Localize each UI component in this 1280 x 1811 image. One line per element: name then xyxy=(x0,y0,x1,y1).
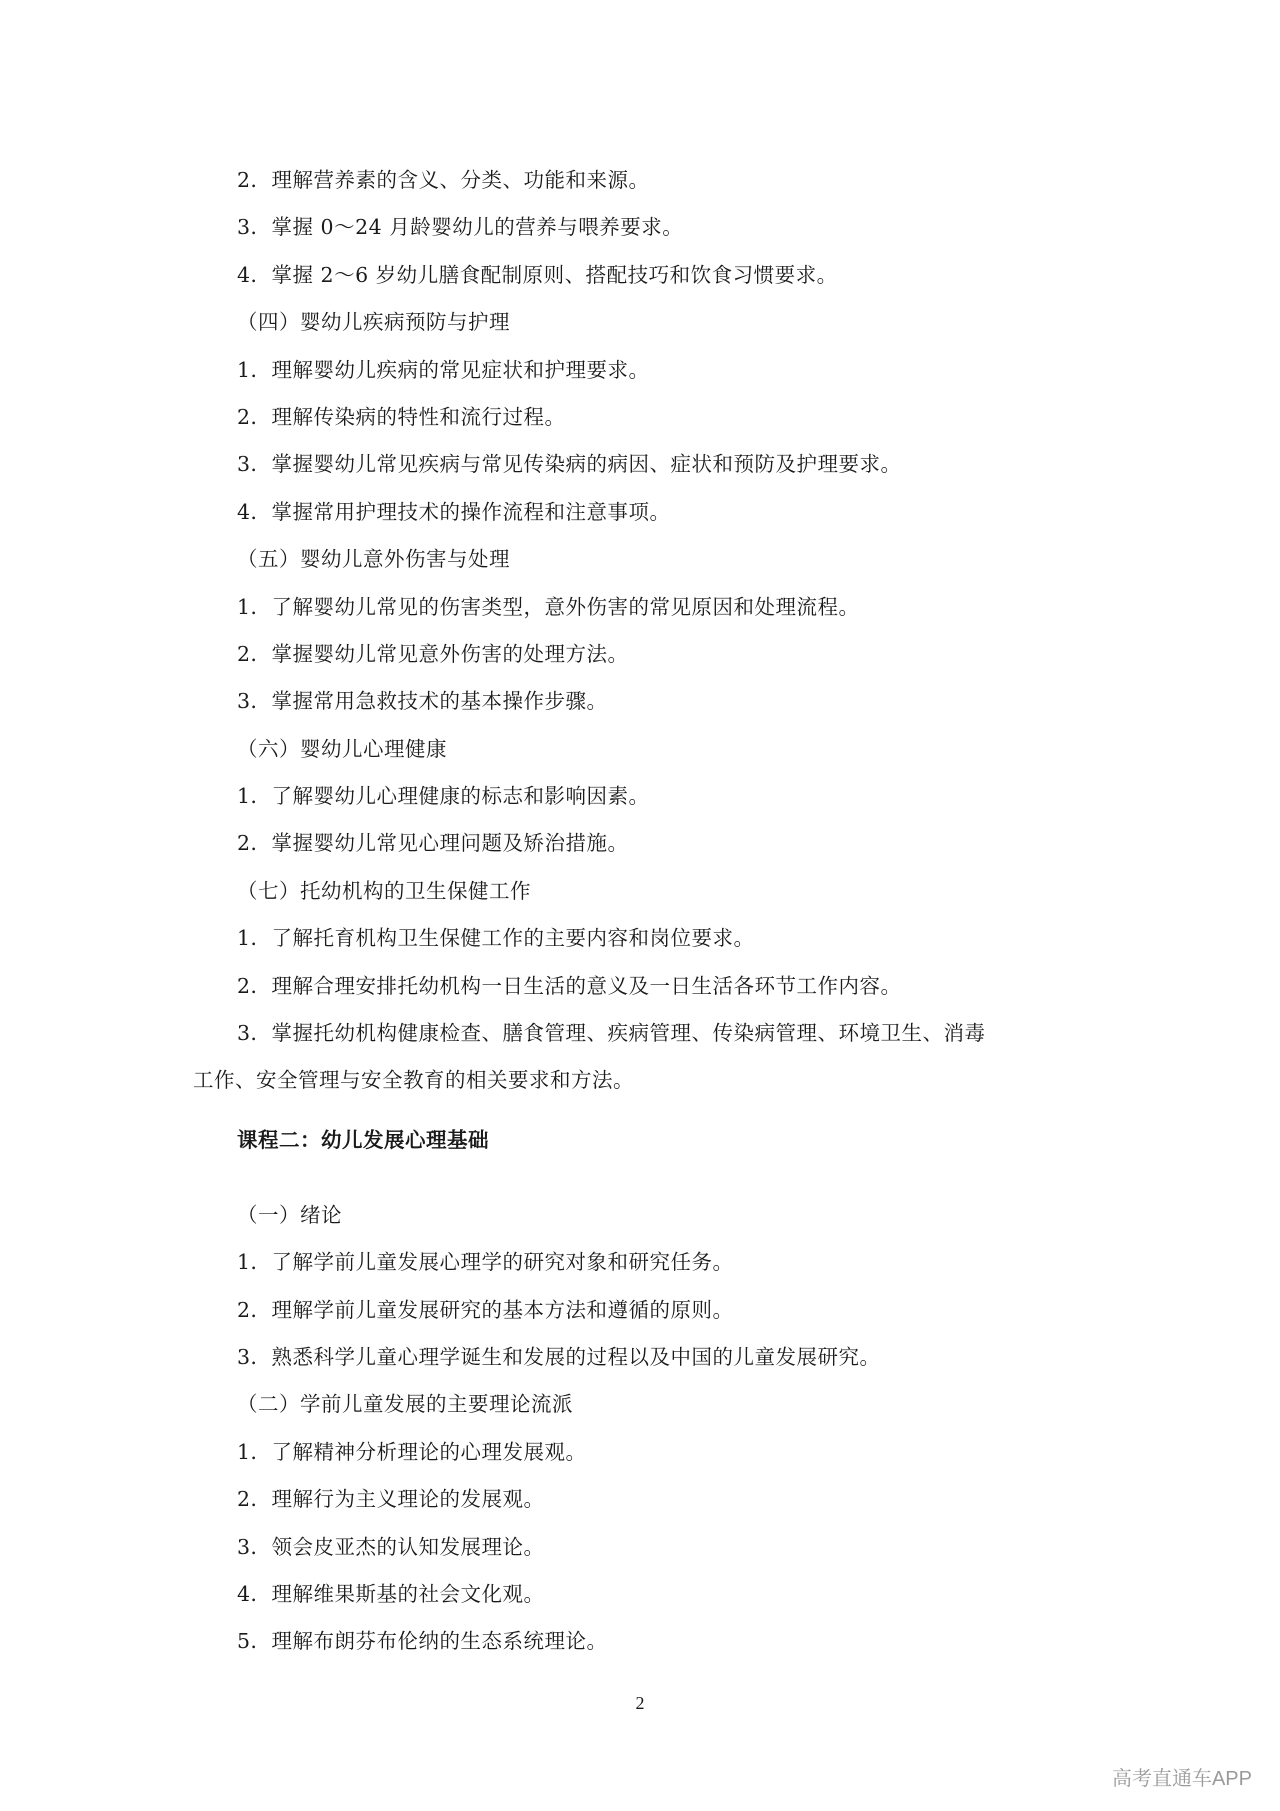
section-heading: （四）婴幼儿疾病预防与护理 xyxy=(237,310,510,335)
text-line: 4．掌握常用护理技术的操作流程和注意事项。 xyxy=(237,499,671,524)
section-heading: （六）婴幼儿心理健康 xyxy=(237,736,447,761)
text-line: 3．掌握婴幼儿常见疾病与常见传染病的病因、症状和预防及护理要求。 xyxy=(237,452,902,477)
text-line: 2．理解行为主义理论的发展观。 xyxy=(237,1487,545,1512)
text-line: 2．理解传染病的特性和流行过程。 xyxy=(237,404,566,429)
text-line: 4．理解维果斯基的社会文化观。 xyxy=(237,1581,545,1606)
text-line: 2．掌握婴幼儿常见意外伤害的处理方法。 xyxy=(237,641,629,666)
text-line: 5．理解布朗芬布伦纳的生态系统理论。 xyxy=(237,1629,608,1654)
page-number: 2 xyxy=(635,1693,645,1713)
text-line: 3．熟悉科学儿童心理学诞生和发展的过程以及中国的儿童发展研究。 xyxy=(237,1344,881,1369)
section-heading: （五）婴幼儿意外伤害与处理 xyxy=(237,547,510,572)
text-line: 1．理解婴幼儿疾病的常见症状和护理要求。 xyxy=(237,357,650,382)
text-line: 3．掌握 0～24 月龄婴幼儿的营养与喂养要求。 xyxy=(237,215,684,240)
text-line: 2．理解营养素的含义、分类、功能和来源。 xyxy=(237,168,650,192)
text-line: 3．掌握托幼机构健康检查、膳食管理、疾病管理、传染病管理、环境卫生、消毒 xyxy=(237,1021,986,1046)
text-line: 3．领会皮亚杰的认知发展理论。 xyxy=(237,1534,545,1559)
section-heading: （一）绪论 xyxy=(237,1202,342,1227)
text-line: 1．了解托育机构卫生保健工作的主要内容和岗位要求。 xyxy=(237,926,755,951)
text-line: 2．理解合理安排托幼机构一日生活的意义及一日生活各环节工作内容。 xyxy=(237,973,902,998)
text-line: 1．了解婴幼儿心理健康的标志和影响因素。 xyxy=(237,784,650,809)
text-line: 2．理解学前儿童发展研究的基本方法和遵循的原则。 xyxy=(237,1297,734,1322)
text-line: 1．了解精神分析理论的心理发展观。 xyxy=(237,1439,587,1464)
text-line: 2．掌握婴幼儿常见心理问题及矫治措施。 xyxy=(237,831,629,856)
section-heading: （七）托幼机构的卫生保健工作 xyxy=(237,878,531,903)
text-line: 4．掌握 2～6 岁幼儿膳食配制原则、搭配技巧和饮食习惯要求。 xyxy=(237,262,838,287)
text-line: 3．掌握常用急救技术的基本操作步骤。 xyxy=(237,689,608,714)
text-line-continuation: 工作、安全管理与安全教育的相关要求和方法。 xyxy=(193,1068,634,1093)
watermark-text: 高考直通车APP xyxy=(1111,1768,1252,1790)
text-line: 1．了解学前儿童发展心理学的研究对象和研究任务。 xyxy=(237,1250,734,1275)
course-heading: 课程二：幼儿发展心理基础 xyxy=(237,1127,489,1152)
document-body xyxy=(193,166,1093,1675)
section-heading: （二）学前儿童发展的主要理论流派 xyxy=(237,1392,573,1417)
text-line: 1．了解婴幼儿常见的伤害类型，意外伤害的常见原因和处理流程。 xyxy=(237,594,860,619)
